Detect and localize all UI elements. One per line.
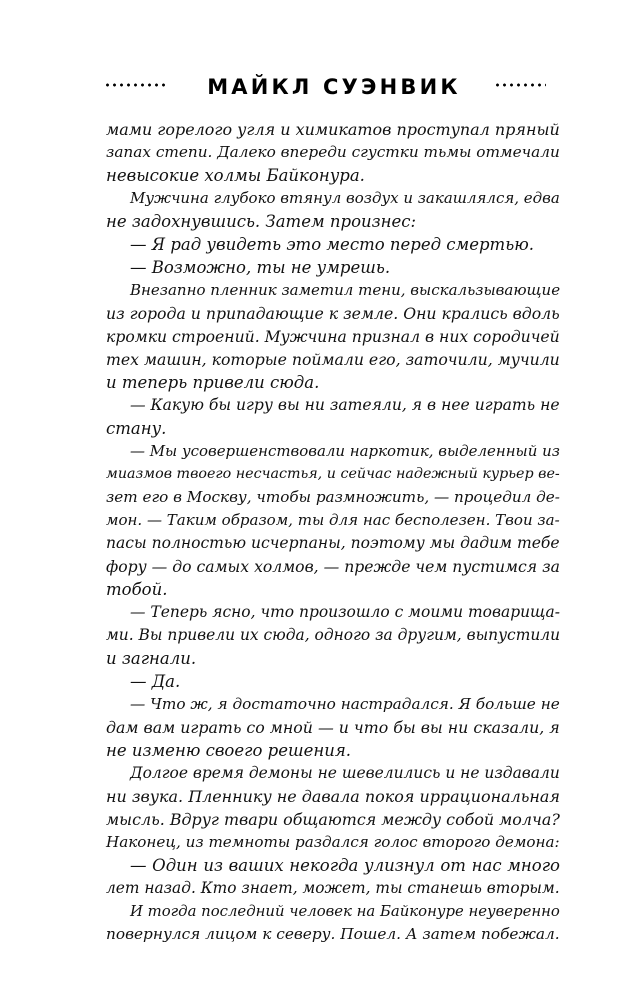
text-line: И тогда последний человек на Байконуре неуверенно (130, 902, 560, 920)
text-line: кромки строений. Мужчина признал в них сородичей (106, 327, 560, 346)
text-line: мон. — Таким образом, ты для нас бесполезен. Твои за- (106, 511, 560, 529)
text-line: — Какую бы игру вы ни затеяли, я в нее играть не (130, 396, 560, 414)
text-line: мысль. Вдруг твари общаются между собой молча? (106, 810, 560, 829)
text-line: — Теперь ясно, что произошло с моими товарища- (130, 603, 560, 621)
text-line: повернулся лицом к северу. Пошел. А затем побежал. (106, 925, 560, 943)
text-line: Наконец, из темноты раздался голос второго демона: (106, 833, 560, 851)
body-text (106, 118, 560, 946)
header-dots-left (104, 83, 168, 87)
text-line: — Да. (130, 672, 181, 691)
text-line: — Я рад увидеть это место перед смертью. (130, 235, 534, 254)
text-line: и загнали. (106, 649, 197, 668)
text-line: мами горелого угля и химикатов проступал пряный (106, 120, 560, 139)
text-line: стану. (106, 419, 167, 438)
text-line: Долгое время демоны не шевелились и не издавали (130, 764, 560, 782)
text-line: фору — до самых холмов, — прежде чем пустимся за (106, 557, 560, 576)
text-line: и теперь привели сюда. (106, 373, 320, 392)
text-line: лет назад. Кто знает, может, ты станешь вторым. (106, 879, 560, 897)
text-line: зет его в Москву, чтобы размножить, — процедил де- (106, 488, 560, 506)
text-line: невысокие холмы Байконура. (106, 166, 365, 185)
header-dots-right (494, 83, 546, 87)
text-line: тех машин, которые поймали его, заточили, мучили (106, 350, 560, 369)
text-line: пасы полностью исчерпаны, поэтому мы дадим тебе (106, 534, 560, 552)
text-line: миазмов твоего несчастья, и сейчас надежный курьер ве- (106, 466, 560, 482)
text-line: — Мы усовершенствовали наркотик, выделенный из (130, 442, 560, 460)
running-head-author: МАЙКЛ СУЭНВИК (207, 75, 461, 99)
text-line: — Возможно, ты не умрешь. (130, 258, 391, 277)
text-line: — Что ж, я достаточно настрадался. Я больше не (130, 695, 560, 713)
page-header (0, 74, 619, 104)
text-line: — Один из ваших некогда улизнул от нас много (130, 856, 560, 875)
text-line: ми. Вы привели их сюда, одного за другим, выпустили (106, 626, 561, 644)
text-line: Мужчина глубоко втянул воздух и закашлялся, едва (130, 189, 560, 207)
text-line: тобой. (106, 580, 168, 599)
text-line: ни звука. Пленнику не давала покоя иррациональная (106, 787, 560, 806)
text-line: дам вам играть со мной — и что бы вы ни сказали, я (106, 718, 560, 737)
text-line: запах степи. Далеко впереди сгустки тьмы отмечали (106, 143, 560, 161)
text-line: не задохнувшись. Затем произнес: (106, 212, 417, 231)
text-line: Внезапно пленник заметил тени, выскальзывающие (130, 281, 561, 299)
text-line: не изменю своего решения. (106, 741, 352, 760)
text-line: из города и припадающие к земле. Они крались вдоль (106, 304, 560, 323)
